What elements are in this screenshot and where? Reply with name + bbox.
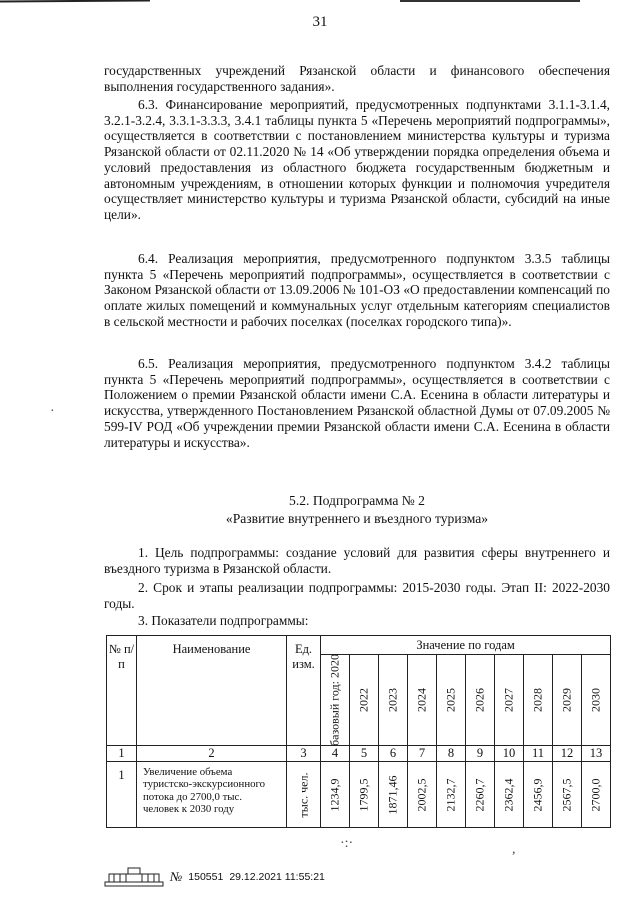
row-value: 2567,5 [553,762,582,828]
table-row [107,762,611,828]
year-header: 2024 [408,655,437,746]
scan-speck: · [50,404,55,419]
row-name: Увеличение объема туристско-экскурсионного потока до 2700,0 тыс. человек к 2030 году [137,762,287,828]
column-number: 11 [524,746,553,762]
row-num: 1 [107,762,137,828]
page-number: 31 [312,14,328,30]
indicators-table [106,635,611,828]
scan-speck: , [512,842,516,857]
item-terms: 2. Срок и этапы реализации подпрограммы: 2015-2030 годы. Этап II: 2022-2030 годы. [104,580,610,611]
stamp-number: 150551 [188,871,224,883]
table-header-row [107,636,611,655]
item-indicators: 3. Показатели подпрограммы: [138,613,309,628]
column-number-row [107,746,611,762]
year-header: 2026 [466,655,495,746]
column-number: 3 [287,746,321,762]
column-number: 13 [582,746,611,762]
row-value: 2132,7 [437,762,466,828]
column-number: 4 [321,746,350,762]
row-value: 2002,5 [408,762,437,828]
year-header: 2030 [582,655,611,746]
year-header: 2025 [437,655,466,746]
year-header: базовый год: 2020 [321,655,350,746]
item-goal: 1. Цель подпрограммы: создание условий для развития сферы внутреннего и въездного туризма в Рязанской области. [104,545,610,576]
scan-edge-mark [0,0,150,9]
year-header: 2022 [350,655,379,746]
section-title: 5.2. Подпрограмма № 2 [289,493,425,508]
row-unit: тыс. чел. [287,762,321,828]
row-value: 2700,0 [582,762,611,828]
paragraph-6-3: 6.3. Финансирование мероприятий, предусмотренных подпунктами 3.1.1-3.1.4, 3.2.1-3.2.4, 3.3.1-3.3.3, 3.4.1 таблицы пункта 5 «Перечень мероприятий подпрограммы», осуществляется в соответствии с постановлением министерства культуры и туризма Рязанской области от 02.11.2020 № 14 «Об утверждении порядка определения объема и условий предоставления из областного бюджета государственным бюджетным и автономным учреждениям, в отношении которых функции и полномочия учредителя осуществляет министерство культуры и туризма Рязанской области, субсидий на иные цели». [104,97,610,222]
row-value: 2456,9 [524,762,553,828]
column-number: 7 [408,746,437,762]
column-number: 2 [137,746,287,762]
paragraph-continuation: государственных учреждений Рязанской области и финансового обеспечения выполнения государственного задания». [104,63,610,94]
section-subtitle: «Развитие внутреннего и въездного туризма» [225,511,489,526]
row-value: 1799,5 [350,762,379,828]
footer-stamp [104,866,325,888]
header-values-group: Значение по годам [321,636,611,655]
year-header: 2028 [524,655,553,746]
column-number: 5 [350,746,379,762]
column-number: 8 [437,746,466,762]
year-header: 2027 [495,655,524,746]
scan-edge-mark [400,0,580,6]
column-number: 9 [466,746,495,762]
government-building-logo [104,866,164,888]
column-number: 1 [107,746,137,762]
row-value: 1871,46 [379,762,408,828]
year-header: 2029 [553,655,582,746]
scan-speck: ·:· [340,836,354,851]
column-number: 12 [553,746,582,762]
paragraph-6-4: 6.4. Реализация мероприятия, предусмотренного подпунктом 3.3.5 таблицы пункта 5 «Перечень мероприятий подпрограммы», осуществляется в соответствии с Законом Рязанской области от 13.09.2006 № 101-ОЗ «О предоставлении компенсаций по оплате жилых помещений и коммунальных услуг отдельным категориям специалистов в сельской местности и рабочих поселках (поселках городского типа)». [104,251,610,329]
row-value: 2260,7 [466,762,495,828]
header-unit: Ед. изм. [287,636,321,746]
column-number: 10 [495,746,524,762]
row-value: 2362,4 [495,762,524,828]
header-num: № п/п [107,636,137,746]
number-sign-icon: № [170,869,183,884]
paragraph-6-5: 6.5. Реализация мероприятия, предусмотренного подпунктом 3.4.2 таблицы пункта 5 «Перечень мероприятий подпрограммы», осуществляется в соответствии с Положением о премии Рязанской области имени С.А. Есенина в области литературы и искусства, утвержденного Постановлением Рязанской областной Думы от 07.09.2005 № 599-IV РОД «Об учреждении премии Рязанской области имени С.А. Есенина в области литературы и искусства». [104,356,610,450]
year-header: 2023 [379,655,408,746]
row-value: 1234,9 [321,762,350,828]
column-number: 6 [379,746,408,762]
header-name: Наименование [137,636,287,746]
stamp-timestamp: 29.12.2021 11:55:21 [229,871,325,883]
